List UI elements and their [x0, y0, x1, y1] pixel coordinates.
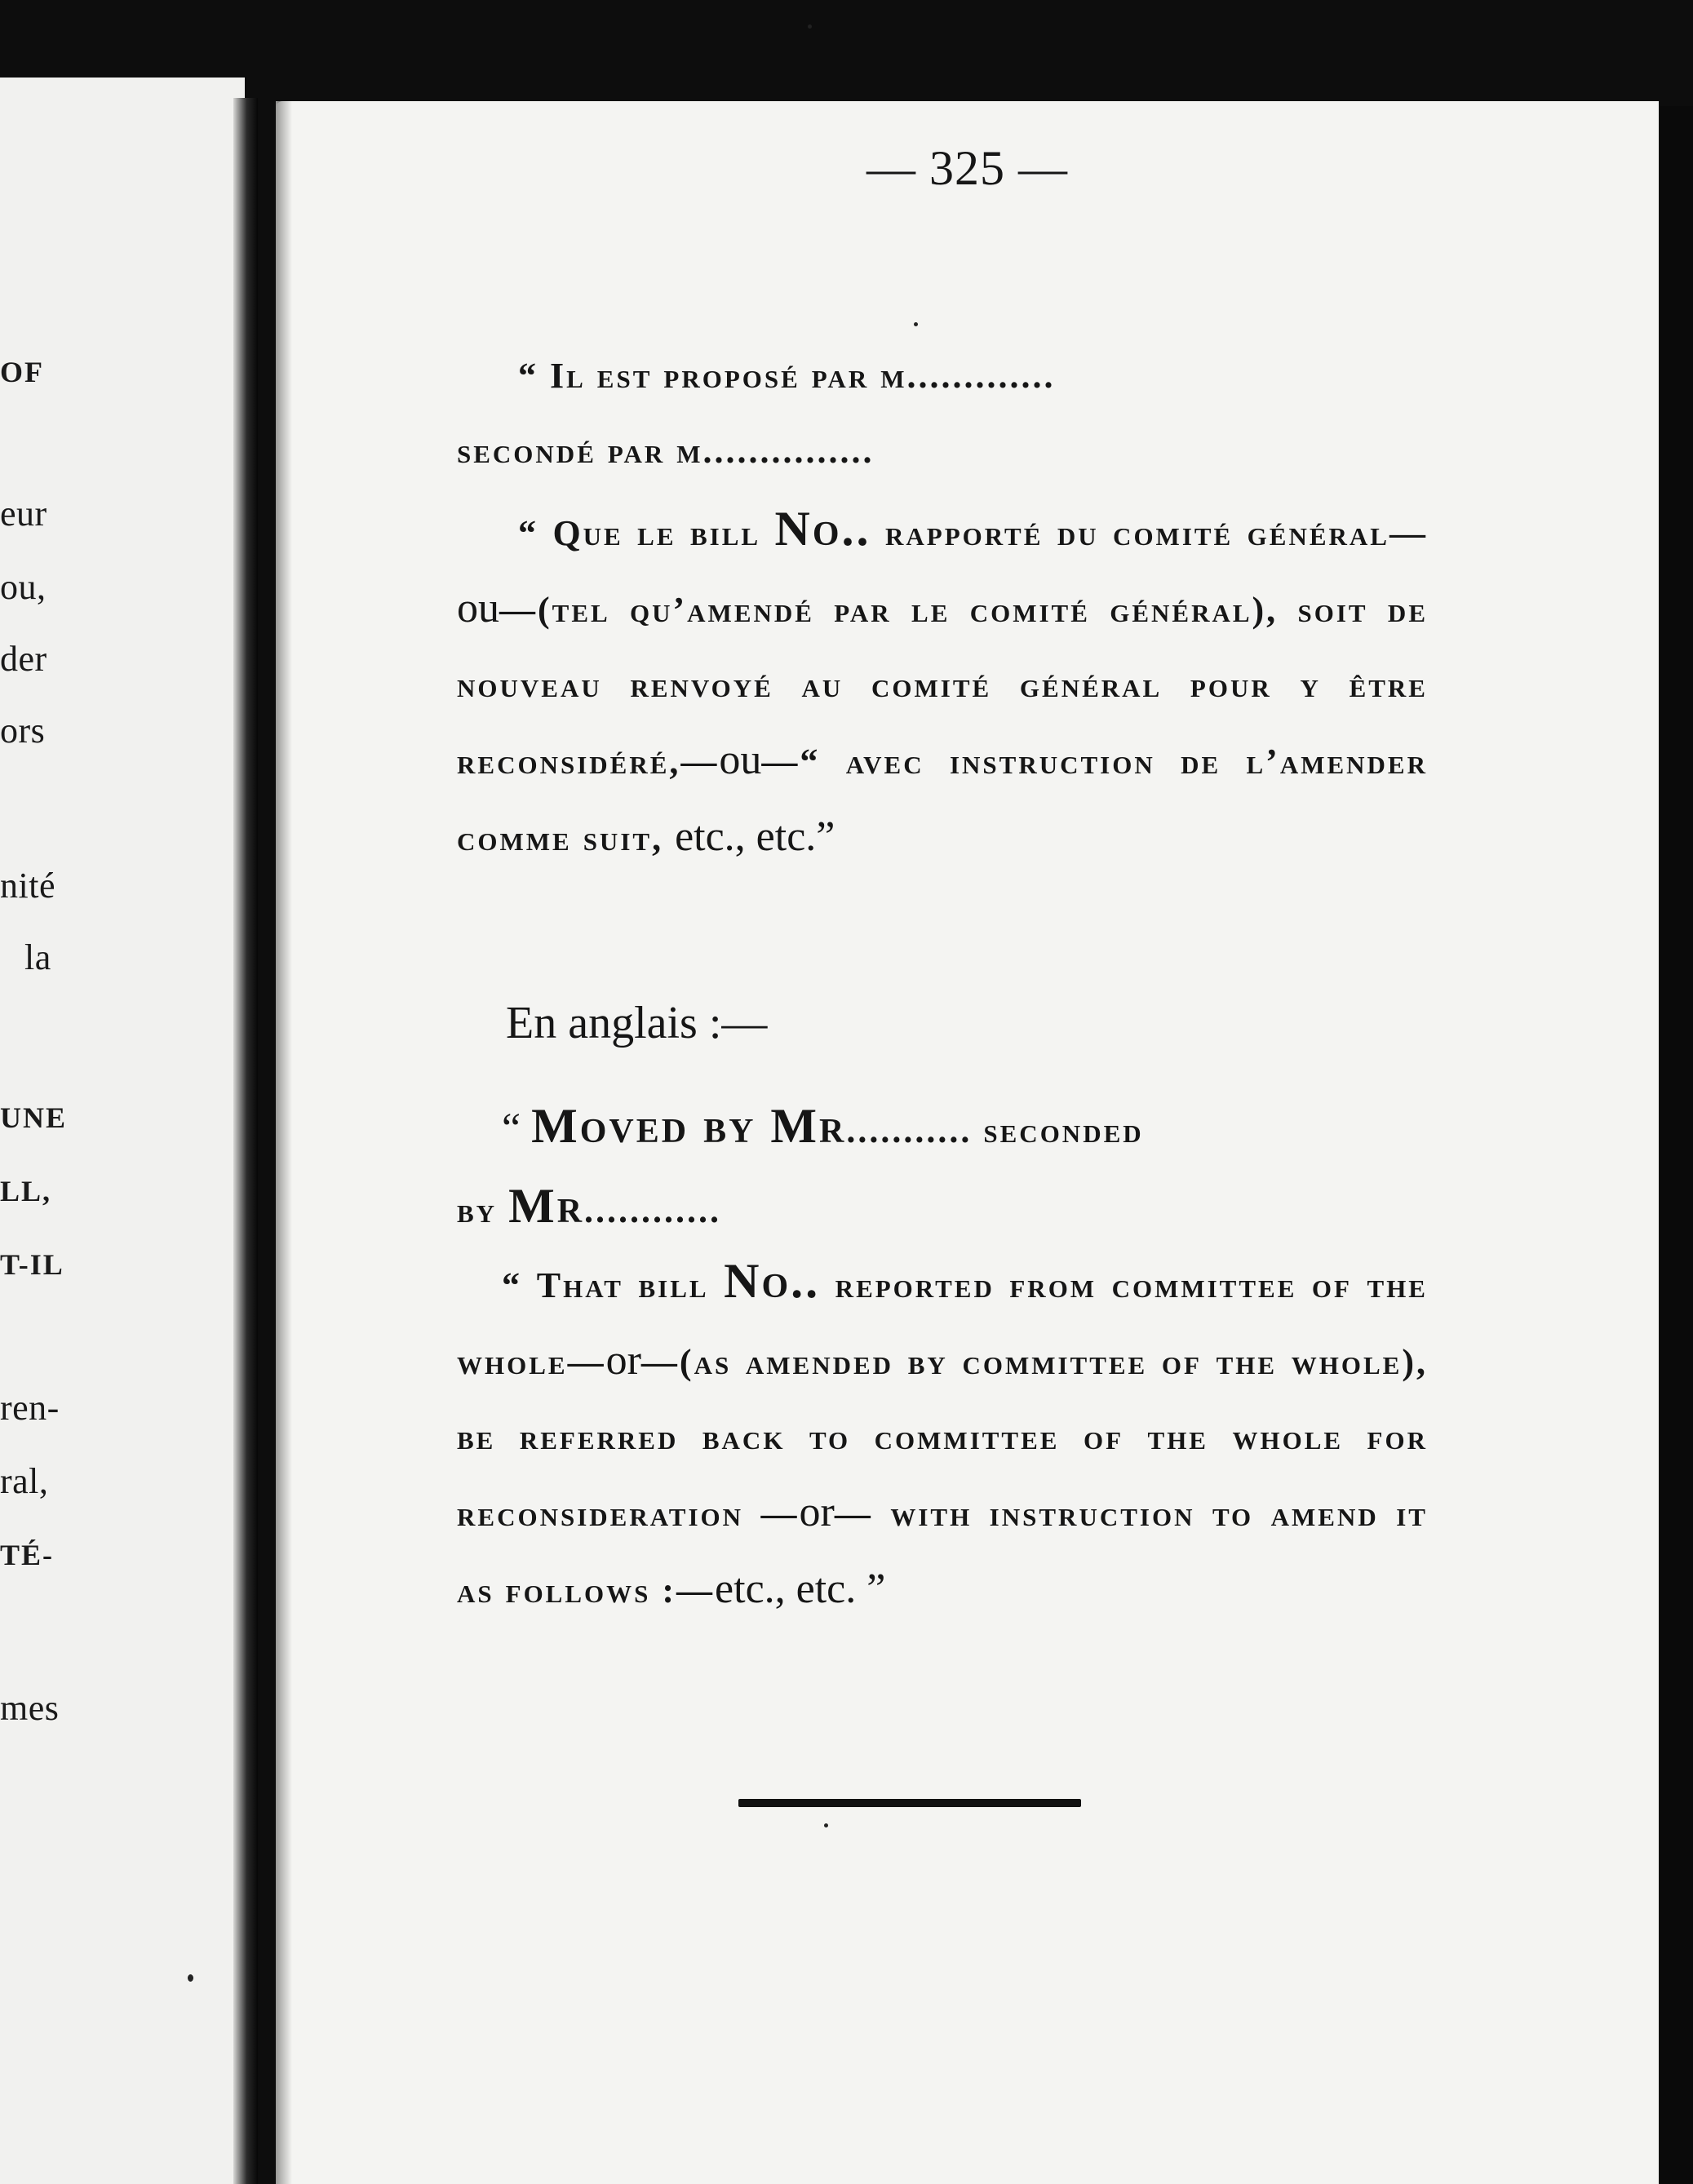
scan-speck — [808, 24, 812, 29]
left-line: T-IL — [0, 1248, 64, 1281]
scan-speck — [914, 322, 918, 326]
left-line: ral, — [0, 1461, 49, 1501]
french-motion-header — [457, 339, 1428, 489]
left-line: der — [0, 639, 47, 679]
page-shadow — [276, 101, 292, 2184]
english-motion-body — [457, 1243, 1428, 1628]
seconder-line: secondé par m............... — [457, 431, 875, 471]
seconder-line-en: by Mr............ — [457, 1179, 722, 1233]
mr-title: Mr — [508, 1179, 585, 1233]
left-line: UNE — [0, 1101, 68, 1134]
scan-speck — [824, 1823, 828, 1827]
or-word: or — [605, 1337, 641, 1384]
ou-word: ou — [719, 737, 762, 783]
mr-title: Mr — [770, 1099, 847, 1153]
french-motion-body — [457, 491, 1428, 876]
etc-text: etc., etc. ” — [715, 1566, 886, 1612]
moved-by: Moved by — [531, 1099, 771, 1153]
or-word: or — [799, 1489, 835, 1535]
proposer-line: “ Il est proposé par m............. — [518, 356, 1056, 396]
bill-number: No.. — [774, 502, 871, 556]
left-line: mes — [0, 1688, 60, 1728]
left-line: eur — [0, 494, 47, 534]
left-line: ors — [0, 711, 46, 751]
mover-dots: ........... seconded — [846, 1110, 1144, 1150]
book-gutter — [233, 98, 258, 2184]
french-motion-text: rapporté du comité général— — [871, 513, 1428, 553]
french-motion-text: —(tel qu’amendé par le comité général), soit de nouveau renvoyé au comité général pour y être reconsidéré,— — [457, 590, 1428, 782]
left-line: OF — [0, 356, 44, 388]
page-number: — 325 — — [866, 141, 1068, 195]
right-border — [1659, 106, 1693, 2184]
scan-speck — [188, 1974, 193, 1982]
left-line: ou, — [0, 567, 47, 607]
english-intro: En anglais :— — [506, 998, 768, 1048]
english-motion-open: “ That bill — [502, 1265, 725, 1305]
french-motion-text: —“ avec instruction de l’amender comme suit, — [457, 742, 1428, 858]
mover-line: “ Moved by Mr........... seconded — [502, 1099, 1144, 1153]
left-line: TÉ- — [0, 1539, 55, 1571]
left-line: ren- — [0, 1388, 60, 1428]
left-line: la — [24, 937, 51, 977]
english-motion-header — [457, 1088, 1428, 1248]
english-motion-text: reported from committee of the whole— — [457, 1265, 1428, 1382]
left-line: LL, — [0, 1175, 52, 1207]
ou-word: ou — [457, 585, 499, 631]
english-motion-text: —(as amended by committee of the whole), be referred back to committee of the whole for reconsideration — — [457, 1342, 1428, 1534]
section-rule — [738, 1799, 1081, 1807]
etc-text: etc., etc.” — [675, 813, 835, 860]
bill-number: No.. — [724, 1254, 821, 1308]
french-motion-open: “ Que le bill — [518, 513, 775, 553]
english-motion-text: — with instruction to amend it as follows :— — [457, 1494, 1428, 1610]
left-line: nité — [0, 866, 55, 906]
